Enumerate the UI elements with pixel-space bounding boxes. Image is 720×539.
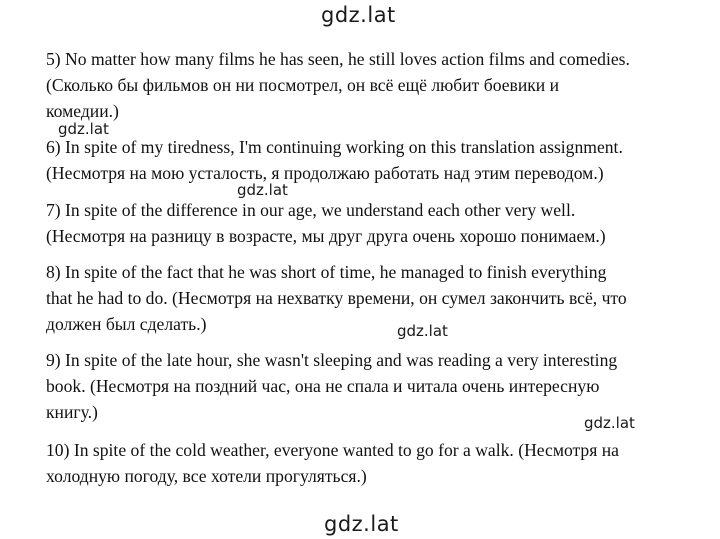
text-line: книгу.) bbox=[46, 402, 98, 422]
text-line: 8) In spite of the fact that he was short of time, he managed to finish everything bbox=[46, 262, 607, 282]
text-line: комедии.) bbox=[46, 101, 119, 121]
text-line: должен был сделать.) bbox=[46, 314, 207, 334]
text-line: 9) In spite of the late hour, she wasn't sleeping and was reading a very interesting bbox=[46, 350, 618, 370]
text-line: (Несмотря на мою усталость, я продолжаю работать над этим переводом.) bbox=[46, 163, 604, 183]
text-line: 7) In spite of the difference in our age, we understand each other very well. bbox=[46, 200, 576, 220]
text-line: 6) In spite of my tiredness, I'm continuing working on this translation assignment. bbox=[46, 137, 623, 157]
text-line: (Сколько бы фильмов он ни посмотрел, он всё ещё любит боевики и bbox=[46, 75, 560, 95]
text-line: холодную погоду, все хотели прогуляться.) bbox=[46, 466, 367, 486]
sentence-8 bbox=[46, 259, 706, 340]
text-line: 5) No matter how many films he has seen, he still loves action films and comedies. bbox=[46, 49, 630, 69]
watermark-mid-lower: gdz.lat bbox=[397, 322, 448, 340]
text-line: 10) In spite of the cold weather, everyone wanted to go for a walk. (Несмотря на bbox=[46, 440, 619, 460]
text-line: (Несмотря на разницу в возрасте, мы друг друга очень хорошо понимаем.) bbox=[46, 226, 606, 246]
sentence-6 bbox=[46, 134, 706, 186]
watermark-mid-upper: gdz.lat bbox=[237, 181, 288, 199]
watermark-top: gdz.lat bbox=[321, 3, 396, 27]
text-line: book. (Несмотря на поздний час, она не спала и читала очень интересную bbox=[46, 376, 600, 396]
sentence-9 bbox=[46, 347, 706, 425]
watermark-right: gdz.lat bbox=[584, 414, 635, 432]
watermark-left: gdz.lat bbox=[58, 120, 109, 138]
sentence-10 bbox=[46, 437, 706, 489]
watermark-bottom: gdz.lat bbox=[324, 512, 399, 536]
text-line: that he had to do. (Несмотря на нехватку времени, он сумел закончить всё, что bbox=[46, 288, 627, 308]
sentence-7 bbox=[46, 197, 706, 249]
sentence-5 bbox=[46, 46, 706, 124]
